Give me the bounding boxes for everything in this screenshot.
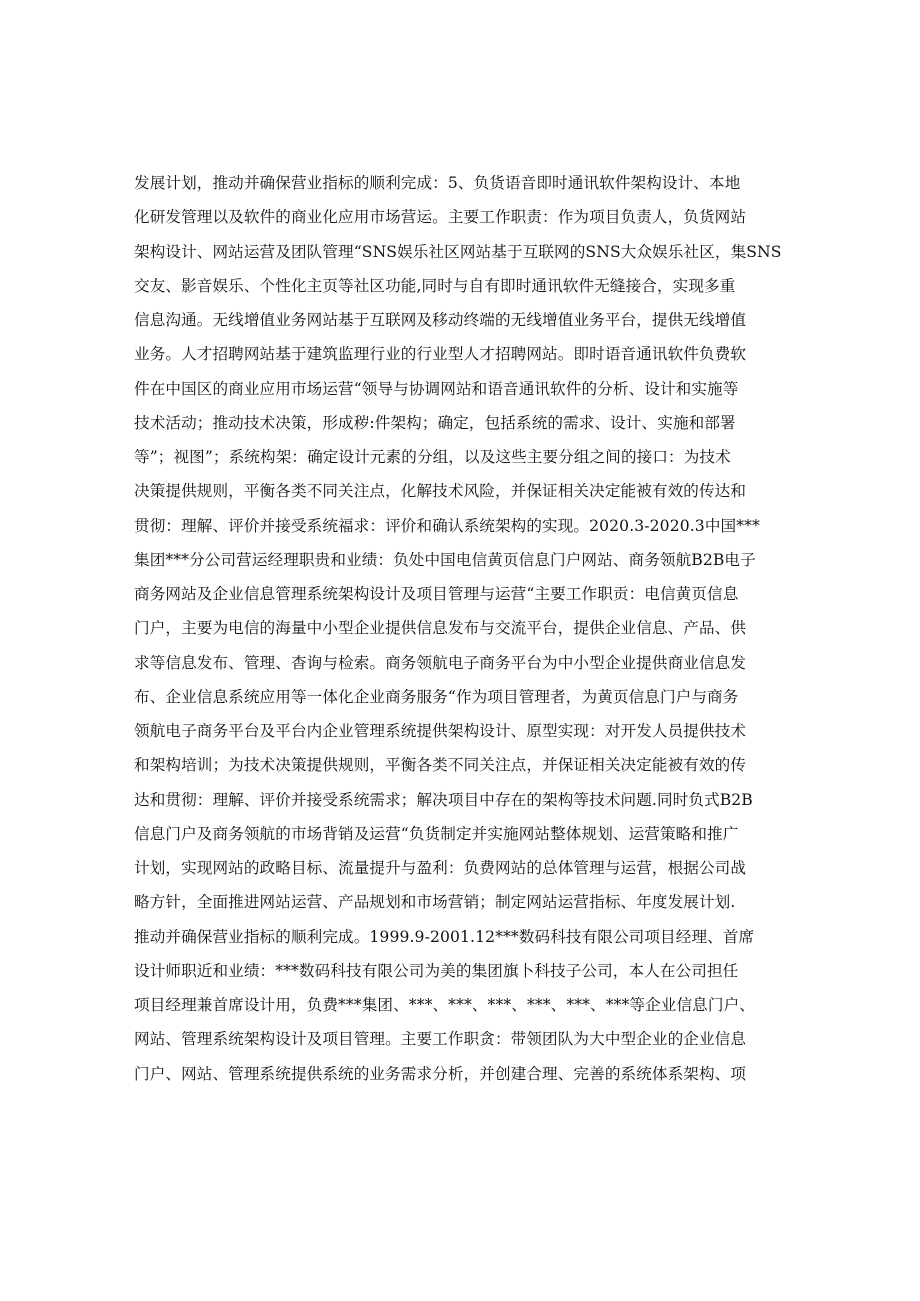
text-line: 业务。人才招聘网站基于建筑监理行业的行业型人才招聘网站。即时语音通讯软件负费软 bbox=[134, 345, 747, 364]
text-line: 门户、网站、管理系统提供系统的业务需求分析，并创建合理、完善的系统体系架构、项 bbox=[134, 1064, 747, 1083]
text-line: 设计师职近和业绩：***数码科技有限公司为美的集团旗卜科技子公司，本人在公司担任 bbox=[134, 961, 739, 980]
text-line: 略方针，全面推进网站运营、产品规划和市场营销；制定网站运营指标、年度发展计划. bbox=[134, 893, 736, 912]
text-line: 项目经理兼首席设计用，负费***集团、***、***、***、***、***、***等企业信息门户、 bbox=[134, 996, 755, 1014]
text-line: 达和贯彻：理解、评价并接受系统需求；解决项目中存在的架构等技术问题.同时负式B2B bbox=[134, 790, 753, 809]
text-line: 网站、管理系统架构设计及项目管理。主要工作职贪：带领团队为大中型企业的企业信息 bbox=[134, 1030, 747, 1049]
body-text bbox=[134, 166, 794, 1091]
text-line: 决策提供规则，平衡各类不同关注点，化解技术风险，并保证相关决定能被有效的传达和 bbox=[134, 482, 747, 501]
text-line: 计划，实现网站的政略目标、流量提升与盈利：负费网站的总体管理与运营，根据公司战 bbox=[134, 859, 747, 877]
text-line: 信息门户及商务领航的市场背销及运营“负货制定并实施网站整体规划、运营策略和推广 bbox=[134, 824, 739, 843]
text-line: 发展计划，推动并确保营业指标的顺利完成：5、负货语音即时通讯软件架构设计、本地 bbox=[134, 174, 741, 192]
text-line: 化研发管理以及软件的商业化应用市场营运。主要工作职责：作为项目负责人，负货网站 bbox=[134, 208, 747, 227]
text-line: 架构设计、网站运营及团队管理“SNS娱乐社区网站基于互联网的SNS大众娱乐社区，集SNS bbox=[134, 242, 782, 261]
text-line: 门户，主要为电信的海量中小型企业提供信息发布与交流平台，提供企业信息、产品、供 bbox=[134, 619, 747, 638]
text-line: 布、企业信息系统应用等一体化企业商务服务“作为项目管理者，为黄页信息门户与商务 bbox=[134, 687, 739, 706]
text-line: 等”；视图”；系统构架：确定设计元素的分组，以及这些主要分组之间的接口：为技术 bbox=[134, 448, 731, 466]
text-line: 集团***分公司营运经理职贵和业绩：负处中国电信黄页信息门户网站、商务领航B2B电子 bbox=[134, 550, 756, 569]
text-line: 求等信息发布、管理、杳询与检索。商务领航电子商务平台为中小型企业提供商业信息发 bbox=[134, 653, 747, 672]
text-line: 商务网站及企业信息管理系统架构设计及项目管理与运营“主要工作职贡：电信黄页信息 bbox=[134, 585, 739, 603]
text-line: 和架构培训；为技术决策提供规则，平衡各类不同关注点，并保证相关决定能被有效的传 bbox=[134, 756, 747, 775]
text-line: 件在中国区的商业应用市场运营“领导与协调网站和语音通讯软件的分析、设计和实施等 bbox=[134, 379, 739, 398]
text-line: 领航电子商务平台及平台内企业管理系统提供架构设计、原型实现：对开发人员提供技术 bbox=[134, 722, 747, 740]
text-line: 贯彻：理解、评价并接受系统福求：评价和确认系统架构的实现。2020.3-2020.3中国*** bbox=[134, 516, 760, 535]
text-line: 技术活动；推动技术决策，形成秽:件架构；确定，包括系统的需求、设计、实施和部署 bbox=[134, 413, 736, 432]
text-line: 推动并确保营业指标的顺利完成。1999.9-2001.12***数码科技有限公司项目经理、首席 bbox=[134, 927, 755, 946]
text-line: 信息沟通。无线增值业务网站基于互联网及移动终端的无线增值业务平台，提供无线增值 bbox=[134, 311, 747, 329]
text-line: 交友、影音娱乐、个性化主页等社区功能,同时与自有即时通讯软件无缝接合，实现多重 bbox=[134, 276, 736, 295]
